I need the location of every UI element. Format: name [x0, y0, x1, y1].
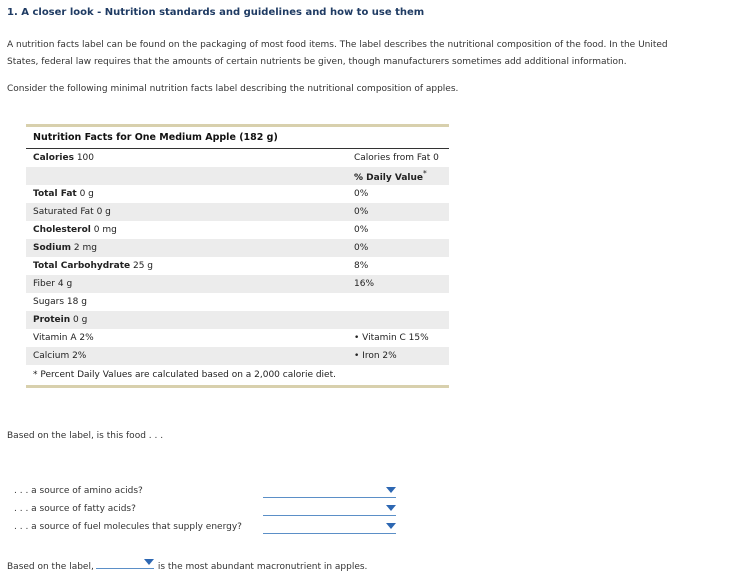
nutrient-row — [26, 185, 449, 203]
nutrient-dv: 0% — [354, 189, 369, 199]
nutrient-amount: 4 g — [57, 279, 73, 289]
nutrient-amount: 25 g — [132, 261, 154, 271]
nutrient-row — [26, 293, 449, 311]
vitamin-right: • Vitamin C 15% — [354, 333, 429, 343]
nutrient-amount: 0 g — [79, 189, 94, 199]
final-prefix: Based on the label, — [7, 562, 94, 572]
nutrient-dv: 16% — [347, 275, 449, 293]
quiz-item-amino-acids: . . . a source of amino acids? — [14, 486, 143, 496]
vitamin-left: Calcium 2% — [26, 347, 347, 365]
nutrient-name: Total Fat — [33, 189, 77, 199]
label-heading-row — [26, 127, 449, 149]
label-bottom-rule — [26, 385, 449, 388]
chevron-down-icon — [386, 523, 396, 529]
nutrient-amount: 2 mg — [73, 243, 97, 253]
nutrient-dv — [347, 293, 449, 311]
fatty-acids-dropdown[interactable] — [263, 503, 396, 516]
nutrient-dv: 8% — [354, 261, 369, 271]
nutrient-name: Total Carbohydrate — [33, 261, 131, 271]
nutrient-name: Sodium — [33, 243, 71, 253]
chevron-down-icon — [386, 505, 396, 511]
quiz-item-fatty-acids: . . . a source of fatty acids? — [14, 504, 136, 514]
nutrient-dv: 0% — [347, 239, 449, 257]
nutrient-name: Fiber — [33, 279, 55, 289]
nutrient-dv: 0% — [347, 203, 449, 221]
vitamin-left: Vitamin A 2% — [33, 333, 94, 343]
vitamin-row — [26, 347, 449, 365]
nutrient-name: Saturated Fat — [33, 207, 94, 217]
nutrient-row — [26, 203, 449, 221]
final-question — [7, 557, 367, 572]
footnote: * Percent Daily Values are calculated based on a 2,000 calorie diet. — [33, 370, 336, 380]
nutrient-row — [26, 311, 449, 329]
chevron-down-icon — [144, 559, 154, 565]
nutrient-row — [26, 275, 449, 293]
nutrition-facts-label — [26, 124, 449, 388]
nutrient-name: Cholesterol — [33, 225, 91, 235]
calories-name: Calories — [33, 153, 74, 163]
daily-value-asterisk: * — [423, 169, 427, 178]
fuel-molecules-dropdown[interactable] — [263, 521, 396, 534]
nutrient-amount: 0 mg — [93, 225, 117, 235]
calories-from-fat: Calories from Fat 0 — [354, 153, 439, 163]
nutrient-row — [26, 221, 449, 239]
quiz-prompt: Based on the label, is this food . . . — [7, 431, 164, 441]
intro-paragraph: A nutrition facts label can be found on the packaging of most food items. The label describes the nutritional composition of the food. In the United States, federal law requires that the amounts of certain nutrients be given, though manufacturers sometimes add additional information. — [7, 40, 668, 67]
nutrient-name: Protein — [33, 315, 71, 325]
nutrient-row — [26, 239, 449, 257]
nutrient-row — [26, 257, 449, 275]
question-title: 1. A closer look - Nutrition standards and guidelines and how to use them — [7, 7, 425, 18]
nutrient-name: Sugars — [33, 297, 65, 307]
consider-paragraph: Consider the following minimal nutrition facts label describing the nutritional composition of apples. — [7, 84, 459, 94]
final-suffix: is the most abundant macronutrient in apples. — [157, 562, 368, 572]
vitamin-right: • Iron 2% — [347, 347, 449, 365]
chevron-down-icon — [386, 487, 396, 493]
amino-acids-dropdown[interactable] — [263, 485, 396, 498]
nutrient-amount: 0 g — [96, 207, 111, 217]
macronutrient-dropdown[interactable] — [96, 557, 154, 569]
daily-value-header: % Daily Value — [354, 173, 424, 183]
vitamin-row — [26, 329, 449, 347]
label-heading: Nutrition Facts for One Medium Apple (182 g) — [26, 127, 449, 149]
nutrient-amount: 18 g — [66, 297, 87, 307]
daily-value-header-row — [26, 167, 449, 185]
calories-value: 100 — [76, 153, 94, 163]
quiz-item-fuel-molecules: . . . a source of fuel molecules that supply energy? — [14, 522, 242, 532]
nutrient-dv: 0% — [354, 225, 369, 235]
nutrient-dv — [347, 311, 449, 329]
nutrient-amount: 0 g — [73, 315, 88, 325]
footnote-row — [26, 365, 449, 385]
calories-row — [26, 149, 449, 168]
nutrition-table — [26, 127, 449, 385]
